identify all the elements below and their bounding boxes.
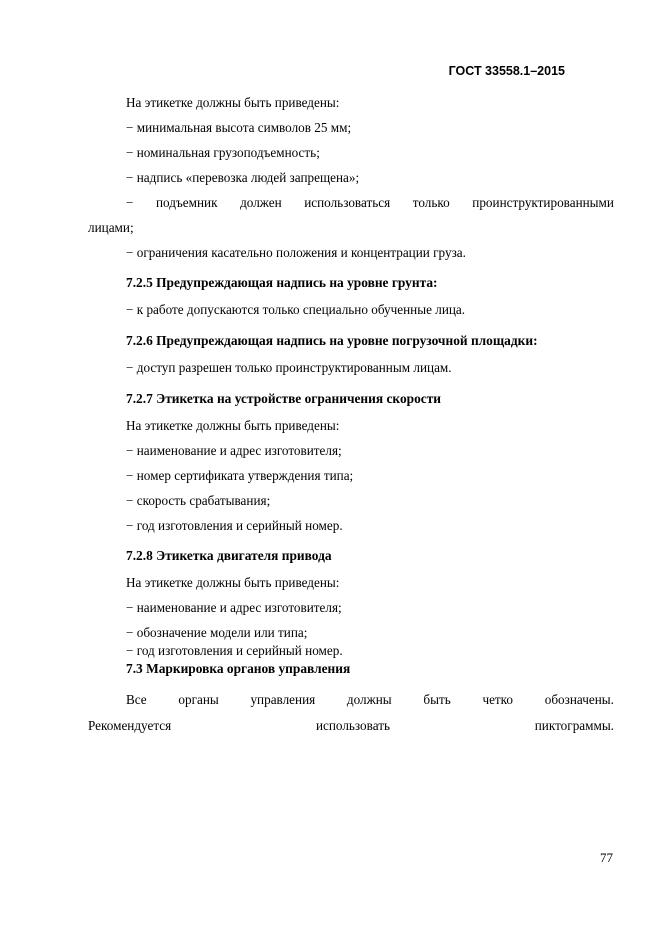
section-heading-7-3: 7.3 Маркировка органов управления: [126, 661, 351, 676]
word: должен: [240, 195, 282, 210]
word: −: [126, 195, 134, 210]
word: только: [412, 195, 450, 210]
word: управления: [250, 692, 316, 707]
word: пиктограммы.: [534, 718, 614, 733]
list-item: − год изготовления и серийный номер.: [126, 643, 343, 658]
word: использовать: [315, 718, 390, 733]
paragraph-line: [88, 718, 614, 734]
list-item: − наименование и адрес изготовителя;: [126, 600, 342, 615]
list-item: − надпись «перевозка людей запрещена»;: [126, 170, 360, 185]
word: Все: [126, 692, 147, 707]
word: органы: [178, 692, 219, 707]
word: быть: [423, 692, 451, 707]
list-item: − минимальная высота символов 25 мм;: [126, 120, 352, 135]
word: использоваться: [304, 195, 391, 210]
word: проинструктированными: [472, 195, 614, 210]
list-item: − обозначение модели или типа;: [126, 625, 308, 640]
list-item: − номер сертификата утверждения типа;: [126, 468, 354, 483]
list-item: − доступ разрешен только проинструктированным лицам.: [126, 360, 452, 375]
section-heading-7-2-5: 7.2.5 Предупреждающая надпись на уровне грунта:: [126, 275, 438, 290]
list-item: − номинальная грузоподъемность;: [126, 145, 320, 160]
section-lead: На этикетке должны быть приведены:: [126, 575, 340, 590]
intro-lead: На этикетке должны быть приведены:: [126, 95, 340, 110]
list-item: − скорость срабатывания;: [126, 493, 271, 508]
list-item: − к работе допускаются только специально обученные лица.: [126, 302, 466, 317]
word: обозначены.: [544, 692, 614, 707]
paragraph-line: [126, 692, 614, 708]
justified-list-item: [126, 195, 614, 211]
list-item-continuation: лицами;: [88, 220, 134, 235]
document-id: ГОСТ 33558.1–2015: [448, 64, 565, 78]
word: четко: [482, 692, 514, 707]
section-heading-7-2-8: 7.2.8 Этикетка двигателя привода: [126, 548, 332, 563]
section-heading-7-2-6: 7.2.6 Предупреждающая надпись на уровне погрузочной площадки:: [126, 333, 538, 348]
list-item: − год изготовления и серийный номер.: [126, 518, 343, 533]
section-lead: На этикетке должны быть приведены:: [126, 418, 340, 433]
word: Рекомендуется: [88, 718, 172, 733]
section-heading-7-2-7: 7.2.7 Этикетка на устройстве ограничения скорости: [126, 391, 442, 406]
word: должны: [346, 692, 392, 707]
page-number: 77: [600, 850, 613, 865]
word: подъемник: [156, 195, 218, 210]
list-item: − наименование и адрес изготовителя;: [126, 443, 342, 458]
list-item: − ограничения касательно положения и концентрации груза.: [126, 245, 466, 260]
